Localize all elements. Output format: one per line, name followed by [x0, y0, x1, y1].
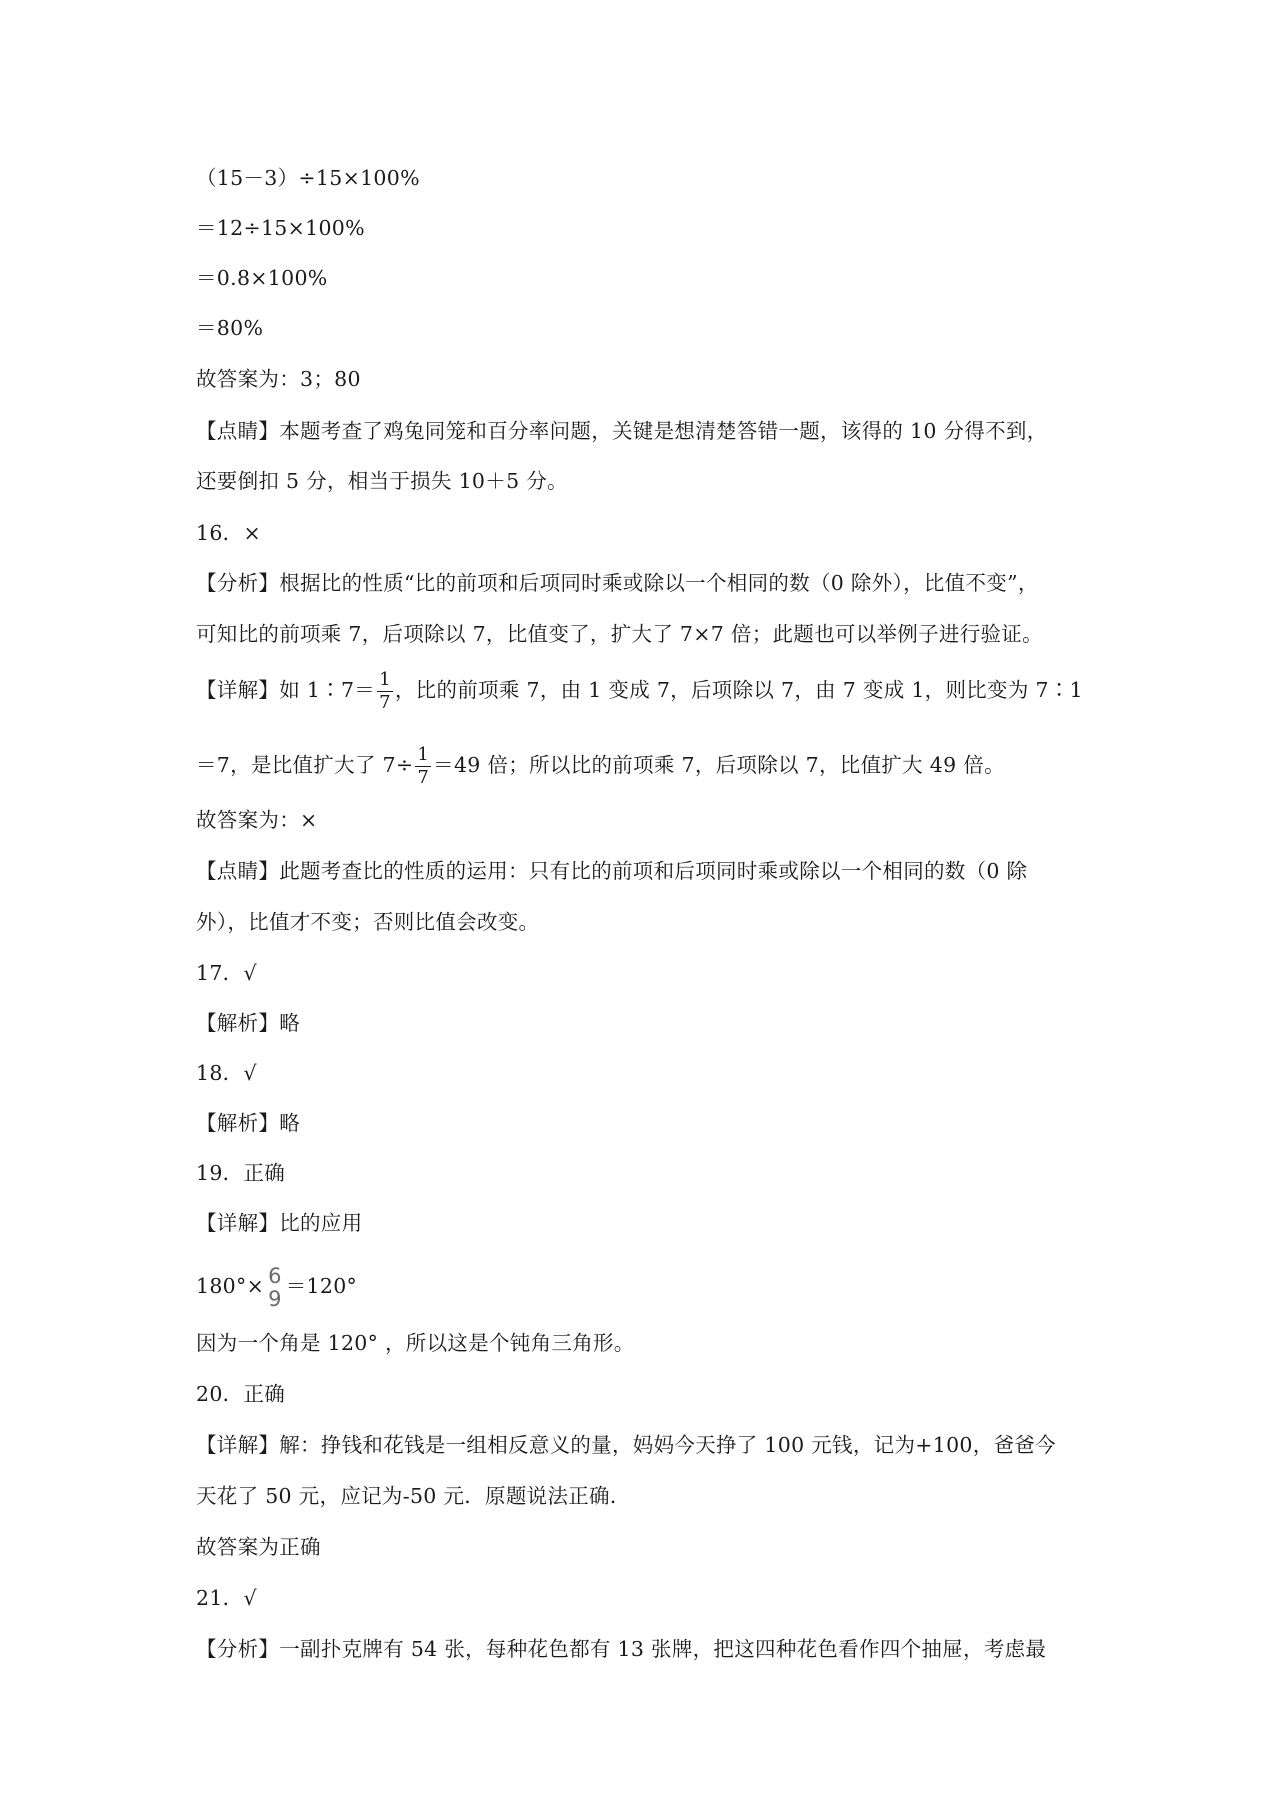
detail-line	[196, 745, 1005, 788]
answer-line: 故答案为正确	[196, 1535, 321, 1559]
fraction-numerator: 1	[379, 669, 391, 690]
detail-line: 天花了 50 元，应记为-50 元．原题说法正确．	[196, 1484, 631, 1508]
comment-line: 【点睛】本题考查了鸡兔同笼和百分率问题，关键是想清楚答错一题，该得的 10 分得不到，	[196, 419, 1048, 443]
formula-text: 180°×	[196, 1274, 265, 1298]
fraction-numerator: 1	[417, 744, 430, 765]
text-line: （15－3）÷15×100%	[196, 166, 420, 190]
analysis-line: 【解析】略	[196, 1111, 300, 1135]
formula-text: ＝120°	[285, 1274, 358, 1298]
question-number: 16．×	[196, 521, 261, 545]
text-line: ＝80%	[196, 316, 264, 340]
fraction	[415, 745, 431, 788]
comment-line: 外），比值才不变；否则比值会改变。	[196, 910, 540, 934]
question-number: 18．√	[196, 1061, 257, 1085]
detail-text: ，比的前项乘 7，由 1 变成 7，后项除以 7，由 7 变成 1，则比变为 7∶1	[394, 678, 1083, 702]
comment-line: 【点睛】此题考查比的性质的运用：只有比的前项和后项同时乘或除以一个相同的数（0 除	[196, 859, 1028, 883]
question-number: 17．√	[196, 961, 257, 985]
detail-line: 【详解】解：挣钱和花钱是一组相反意义的量，妈妈今天挣了 100 元钱，记为+100，爸爸今	[196, 1433, 1056, 1457]
text-line: ＝12÷15×100%	[196, 216, 365, 240]
detail-text: ＝7，是比值扩大了 7÷	[196, 753, 414, 777]
detail-text: ＝49 倍；所以比的前项乘 7，后项除以 7，比值扩大 49 倍。	[433, 753, 1005, 777]
detail-text: 【详解】如 1∶7＝	[196, 678, 376, 702]
fraction-denominator: 7	[417, 767, 430, 788]
text-line: 因为一个角是 120° ，所以这是个钝角三角形。	[196, 1331, 635, 1355]
fraction	[266, 1265, 284, 1310]
analysis-line: 【分析】根据比的性质“比的前项和后项同时乘或除以一个相同的数（0 除外），比值不变”，	[196, 571, 1039, 595]
question-number: 19．正确	[196, 1161, 286, 1185]
fraction-denominator: 7	[379, 692, 391, 713]
analysis-line: 【解析】略	[196, 1011, 300, 1035]
answer-line: 故答案为：×	[196, 808, 318, 832]
fraction	[377, 670, 393, 713]
analysis-line: 可知比的前项乘 7，后项除以 7，比值变了，扩大了 7×7 倍；此题也可以举例子进行验证。	[196, 622, 1043, 646]
question-number: 20．正确	[196, 1382, 286, 1406]
fraction-numerator: 6	[268, 1264, 282, 1288]
comment-line: 还要倒扣 5 分，相当于损失 10＋5 分。	[196, 469, 568, 493]
question-number: 21．√	[196, 1586, 257, 1610]
fraction-denominator: 9	[268, 1287, 282, 1311]
detail-line: 【详解】比的应用	[196, 1211, 363, 1235]
detail-line	[196, 670, 1083, 713]
text-line: ＝0.8×100%	[196, 266, 328, 290]
formula-line	[196, 1265, 357, 1310]
analysis-line: 【分析】一副扑克牌有 54 张，每种花色都有 13 张牌，把这四种花色看作四个抽屉，考虑最	[196, 1637, 1047, 1661]
answer-line: 故答案为：3；80	[196, 367, 361, 391]
